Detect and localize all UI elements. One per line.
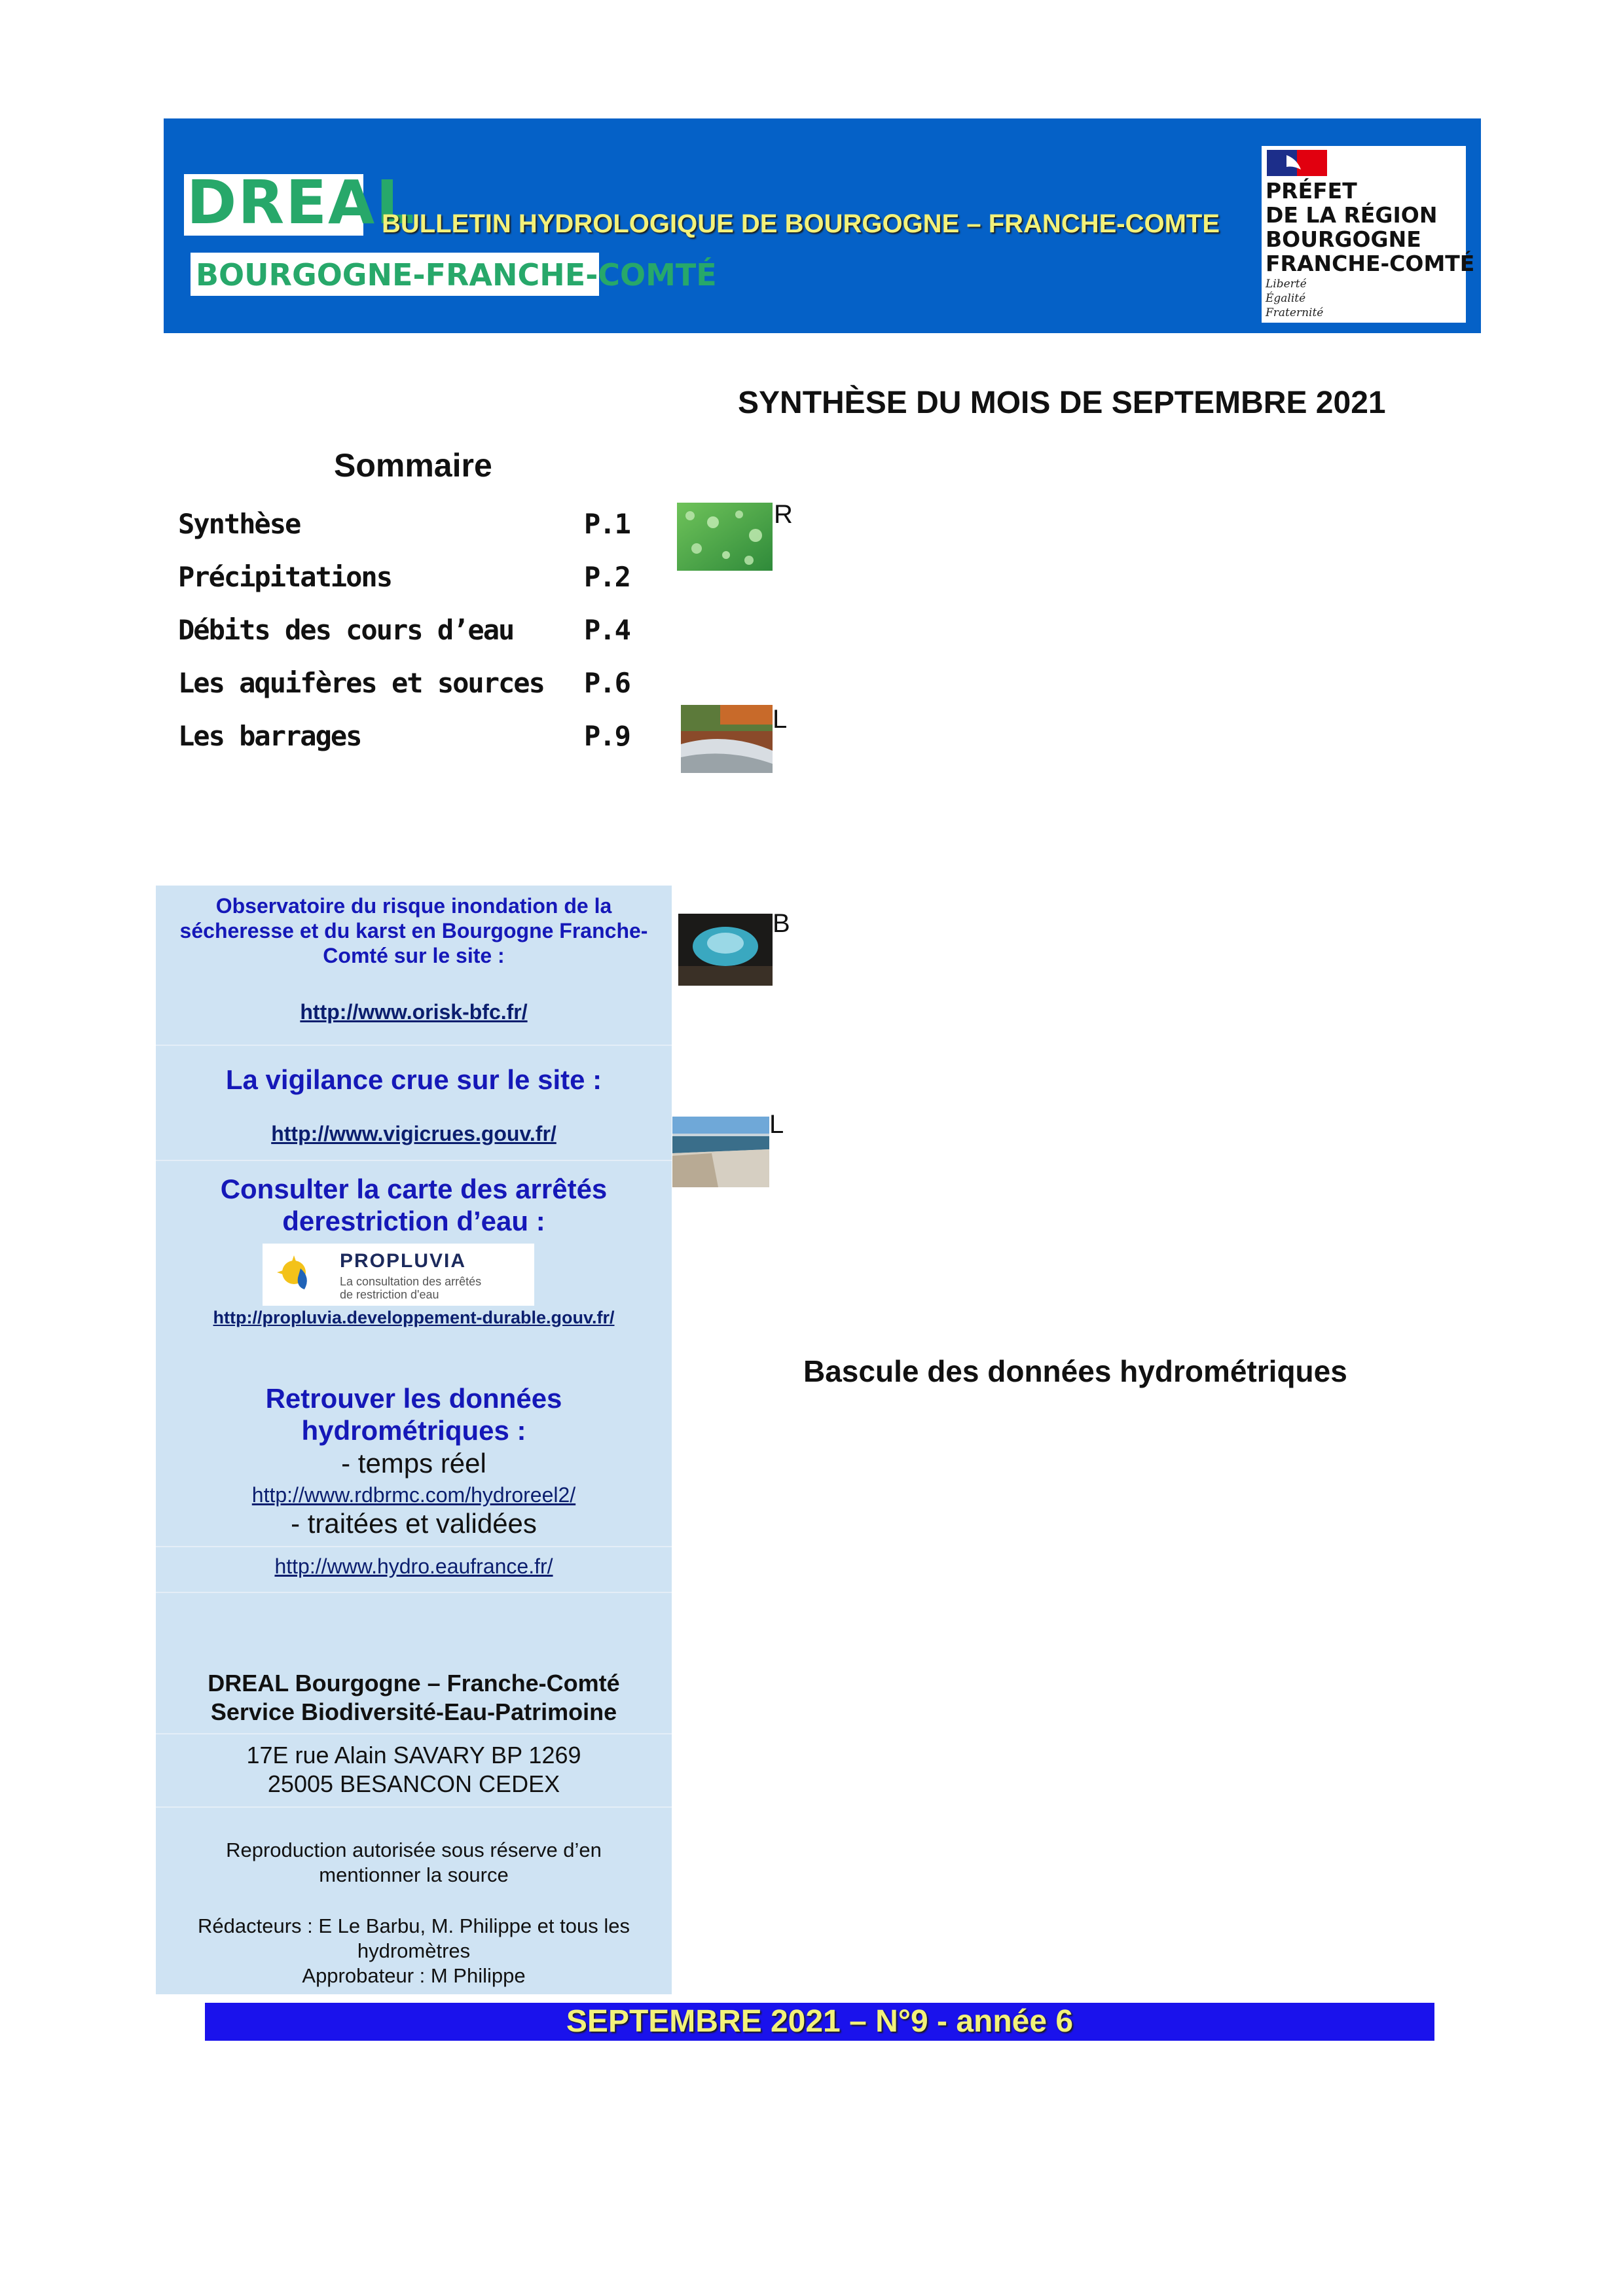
prefet-text: PRÉFET DE LA RÉGION BOURGOGNE FRANCHE-COMTÉ [1266,178,1475,276]
region-logo [191,253,717,296]
arretes-title: Consulter la carte des arrêtés derestriction d’eau : [220,1174,608,1236]
toc-page: P.1 [584,508,630,540]
org-name: DREAL Bourgogne – Franche-Comté Service Biodiversité-Eau-Patrimoine [208,1670,620,1725]
propluvia-sun-icon [268,1249,327,1301]
cave-image [678,914,773,986]
redacteurs-text: Rédacteurs : E Le Barbu, M. Philippe et tous les hydromètres Approbateur : M Philippe [198,1914,630,1987]
bulletin-title: BULLETIN HYDROLOGIQUE DE BOURGOGNE – FRANCHE-COMTE [382,209,1220,238]
toc-item[interactable] [178,508,649,547]
dam-image [672,1117,769,1187]
thumb-letter: L [769,1110,784,1139]
orisk-link[interactable]: http://www.orisk-bfc.fr/ [300,1000,528,1024]
toc-page: P.6 [584,667,630,699]
observatoire-text: Observatoire du risque inondation de la sécheresse et du karst en Bourgogne Franche-Comté sur le site : [179,894,648,967]
reproduction-text: Reproduction autorisée sous réserve d’en mentionner la source [226,1839,602,1886]
donnees-title: Retrouver les données hydrométriques : [265,1383,562,1446]
hydro-link[interactable]: http://www.hydro.eaufrance.fr/ [274,1554,553,1578]
panel-divider [156,1546,672,1547]
region-logo-text: BOURGOGNE-FRANCHE-COMTÉ [196,257,717,293]
traitees-text: - traitées et validées [291,1508,537,1539]
dreal-logo [184,168,416,238]
propluvia-sub: La consultation des arrêtés de restriction d'eau [340,1275,482,1301]
toc-label: Débits des cours d’eau [178,614,514,646]
thumb-letter: R [774,500,793,529]
toc-item[interactable] [178,561,649,600]
toc-label: Précipitations [178,561,392,593]
propluvia-logo[interactable] [263,1244,534,1306]
toc-page: P.9 [584,720,630,752]
rain-drops-image [677,503,773,571]
toc-page: P.2 [584,561,630,593]
orisk-link-wrap [156,1000,672,1024]
vigicrues-link[interactable]: http://www.vigicrues.gouv.fr/ [271,1122,556,1145]
prefet-motto: Liberté Égalité Fraternité [1266,278,1324,319]
propluvia-link-wrap [156,1308,672,1328]
prefet-logo [1262,146,1475,323]
synthese-title: SYNTHÈSE DU MOIS DE SEPTEMBRE 2021 [738,386,1386,420]
river-image [681,705,773,773]
temps-reel-text: - temps réel [341,1448,486,1479]
sommaire-title: Sommaire [334,447,492,484]
toc-label: Les aquifères et sources [178,667,544,699]
thumb-letter: B [773,909,790,938]
rdbrmc-link-wrap [156,1483,672,1507]
panel-divider [156,1592,672,1593]
vigilance-title: La vigilance crue sur le site : [225,1064,602,1095]
propluvia-link[interactable]: http://propluvia.developpement-durable.gouv.fr/ [213,1308,615,1327]
footer-edition: SEPTEMBRE 2021 – N°9 - année 6 [566,2004,1074,2039]
vigicrues-link-wrap [156,1122,672,1146]
toc-label: Les barrages [178,720,361,752]
propluvia-title: PROPLUVIA [340,1250,467,1272]
panel-divider [156,1806,672,1808]
marianne-flag-icon [1267,150,1327,176]
panel-divider [156,1045,672,1046]
thumb-letter: L [773,705,788,734]
rdbrmc-link[interactable]: http://www.rdbrmc.com/hydroreel2/ [251,1483,576,1507]
panel-divider [156,1160,672,1161]
bascule-title: Bascule des données hydrométriques [803,1354,1347,1388]
toc-label: Synthèse [178,508,301,540]
toc-item[interactable] [178,614,649,653]
address: 17E rue Alain SAVARY BP 1269 25005 BESANCON CEDEX [246,1742,581,1797]
hydro-link-wrap [156,1554,672,1579]
toc-item[interactable] [178,720,649,759]
toc-item[interactable] [178,667,649,706]
panel-divider [156,1733,672,1734]
toc-page: P.4 [584,614,630,646]
dreal-logo-text: DREAL [187,168,416,238]
